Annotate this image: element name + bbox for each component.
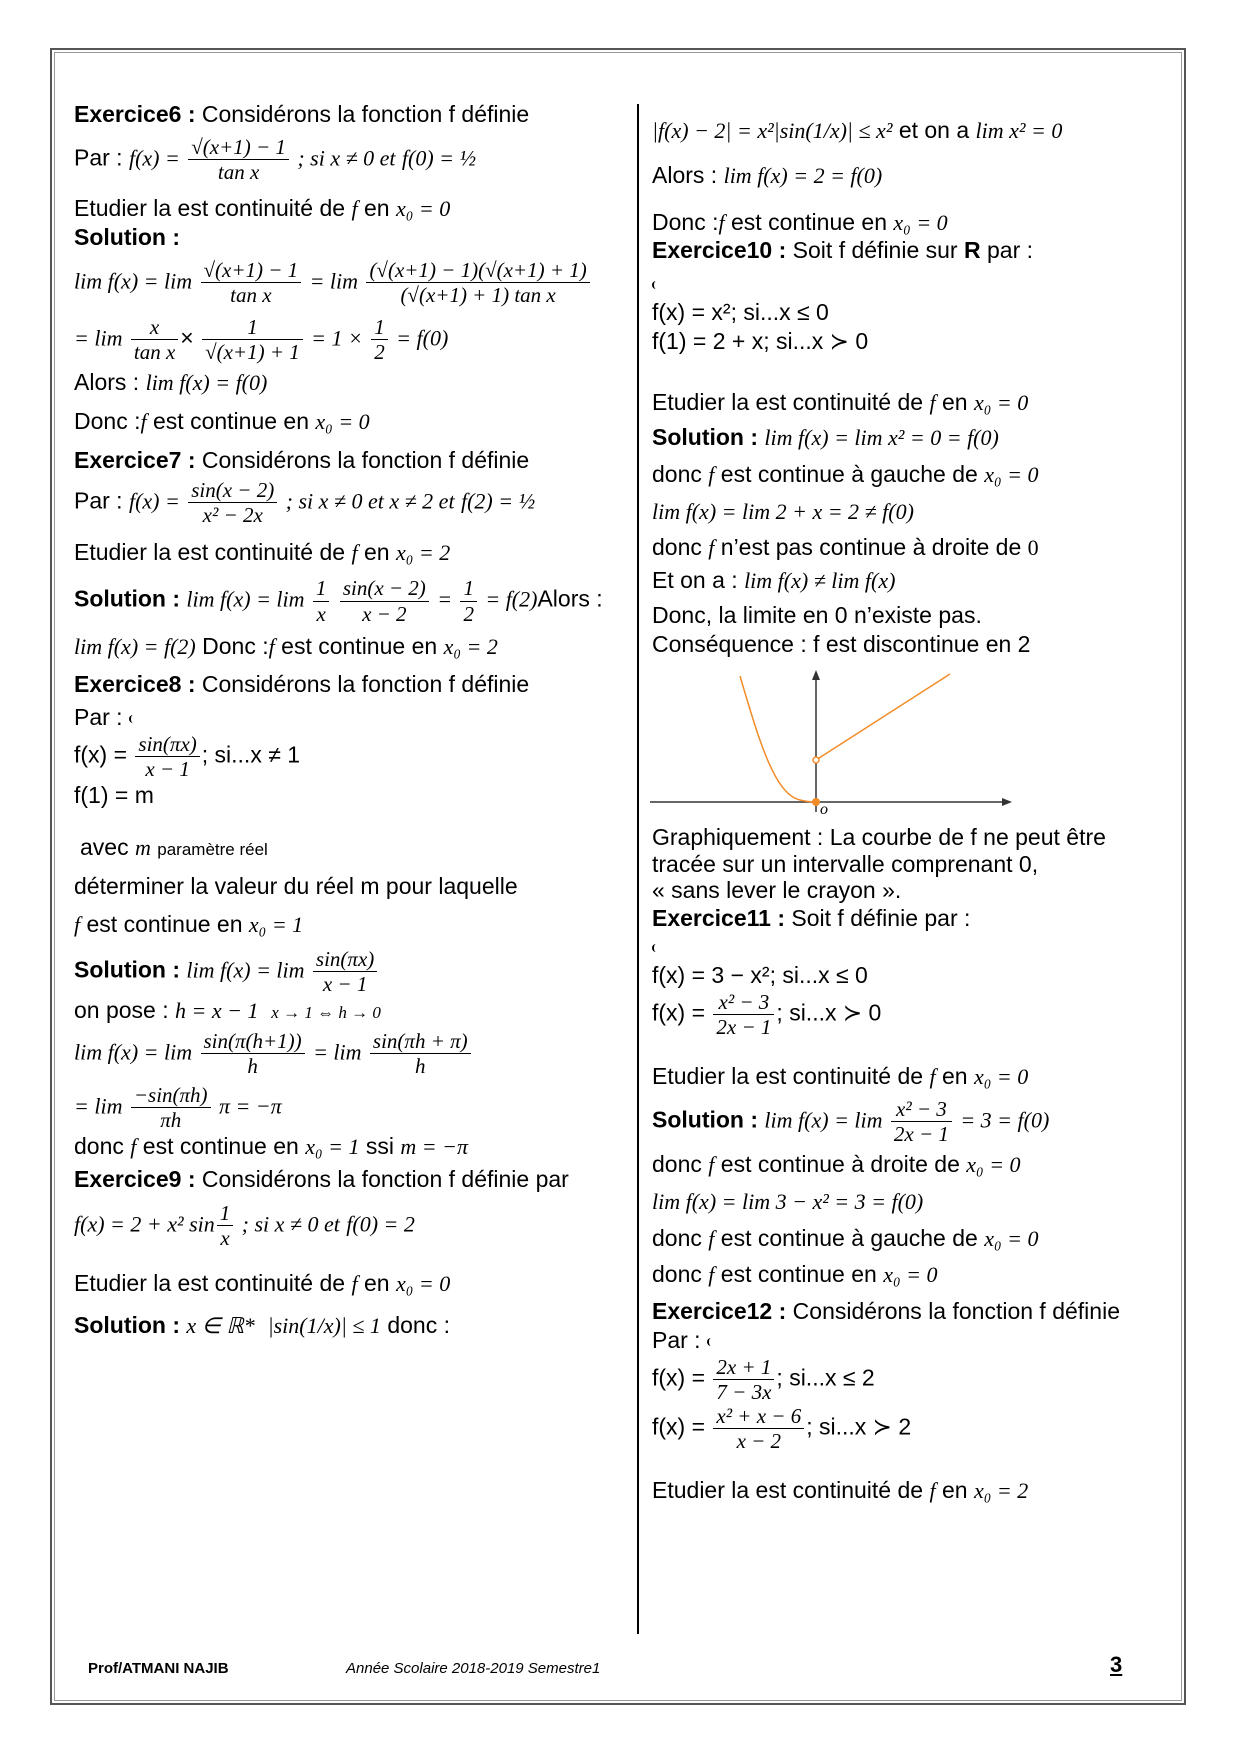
ex8-conclusion: donc f est continue en x₀ = 1 ssi m = −π [74,1132,468,1159]
ex7-conclusion: lim f(x) = f(2) Donc :f est continue en x₀ = 2 [74,632,498,659]
page-number: 3 [1110,1652,1123,1677]
ex6-solution-step1: lim f(x) = lim $\frac{√(x+1) - 1}{\text{tan x}}$ = lim $\frac{(√(x+1) - 1)(√(x+1) + 1)}{\text{(√(x+1) + 1) tan x}}$ [74,258,619,307]
graph-text-3: « sans lever le crayon ». [652,877,902,904]
ex11-right-continuity: donc f est continue à droite de x₀ = 0 [652,1151,1021,1178]
ex10-heading: Exercice10 : Soit f définie sur R par : [652,237,1034,264]
ex6-definition: Par : f(x) = $\frac{√(x+1) - 1}{\text{tan x}}$ ; si x ≠ 0 et f(0) = ½ [74,134,477,184]
ex12-question: Etudier la est continuité de f en x₀ = 2 [652,1477,1029,1504]
ex6-heading: Exercice6 : Considérons la fonction f définie [74,101,530,127]
ex10-solution: Solution : lim f(x) = lim x² = 0 = f(0) [652,424,999,450]
ex10-left-continuity: donc f est continue à gauche de x₀ = 0 [652,460,1039,487]
curve-left-branch [740,676,816,802]
ex11-conclusion: donc f est continue en x₀ = 0 [652,1261,938,1288]
left-column: Exercice6 : Considérons la fonction f définie Par : f(x) = $\frac{√(x+1) - 1}{\text{tan x}}$ ; si x ≠ 0 et f(0) = ½ Etudier la est continuité de f en x₀ = 0 Solution : lim f(x) = lim $\frac{√(x+1) - 1}{\text{tan x}}$ = lim $\frac{(√(x+1) - 1)(√(x+1) + 1)}{\text{(√(x+1) + 1) tan x}}$ = lim $\frac{x}{\text{tan x}}$ × $\frac{1}{√(x+1) + 1}$ = 1 × $\frac{1}{2}$ = f(0) Alors : lim f(x) = f(0) Donc :f est continue en x₀ = 0 Exercice7 : Considérons la fonction f définie Par : f(x) = $\frac{\sin(x - 2)}{\text{x² − 2x}}$ ; si x ≠ 0 et x ≠ 2 et f(2) = ½ Etudier la est continuité de f en x₀ = 2 Solution : lim f(x) = lim $\frac{1}{x}$ $\frac{\sin(x - 2)}{x - 2}$ = $\frac{1}{2}$ = f(2)Alors : lim f(x) = f(2) Donc :f est continue en x₀ = 2 Exercice8 : Considérons la fonction f définie Par : f(x) = $\frac{\sin(\pi x)}{x - 1}$ ; si...x ≠ 1 f(1) = m avec m paramètre réel déterminer la valeur du réel m pour laquelle f est continue en x₀ = 1 Solution : lim f(x) = lim $\frac{\sin(\pi x)}{x - 1}$ on pose : h = x − 1 x → 1 ⇔ h → 0 lim f(x) = lim $\frac{\sin(\pi(h+1))}{h}$ = lim $\frac{\sin(\pi h + \pi)}{h}$ = lim $\frac{-\sin(\pi h)}{\pi h}$ π = −π donc f est continue en x₀ = 1 ssi m = −π Exercice9 : Considérons la fonction f définie par f(x) = 2 + x² sin $\frac{1}{x}$ ; si x ≠ 0 et f(0) = 2 Etudier la est continuité de f en x₀ = 0 Solution : x ∈ ℝ* |sin(1/x)| ≤ 1 donc : [74,100,619,1340]
ex11-step2: lim f(x) = lim 3 − x² = 3 = f(0) [652,1188,924,1214]
ex11-definition [652,932,1172,961]
ex9-definition: f(x) = 2 + x² sin $\frac{1}{x}$ ; si x ≠ 0 et f(0) = 2 [74,1201,415,1251]
graph-text-1: Graphiquement : La courbe de f ne peut être [652,824,1106,851]
ex10-consequence: Conséquence : f est discontinue en 2 [652,630,1031,657]
ex12-heading: Exercice12 : Considérons la fonction f définie [652,1298,1120,1325]
ex11-solution: Solution : lim f(x) = lim $\frac{\text{x² − 3}}{2x - 1}$ = 3 = f(0) [652,1096,1050,1146]
ex8-definition: Par : [74,703,619,732]
footer-year: Année Scolaire 2018-2019 Semestre1 [346,1660,601,1677]
right-column: |f(x) − 2| = x²|sin(1/x)| ≤ x² et on a lim x² = 0 Alors : lim f(x) = 2 = f(0) Donc :f est continue en x₀ = 0 Exercice10 : Soit f définie sur R par : f(x) = x²; si...x ≤ 0 f(1) = 2 + x; si...x ≻ 0 Etudier la est continuité de f en x₀ = 0 Solution : lim f(x) = lim x² = 0 = f(0) donc f est continue à gauche de x₀ = 0 lim f(x) = lim 2 + x = 2 ≠ f(0) donc f n’est pas continue à droite de 0 Et on a : lim f(x) ≠ lim f(x) Donc, la limite en 0 n’existe pas. Conséquence : f est discontinue en 2 o Graphiquement : La courbe de f ne peut être tracée sur un intervalle comprenant 0, « sans lever le crayon ». Exercice11 : Soit f définie par : f(x) = 3 − x²; si...x ≤ 0 f(x) = $\frac{\text{x² − 3}}{2x - 1}$ ; si...x ≻ 0 Etudier la est continuité de f en x₀ = 0 Solution : lim f(x) = lim $\frac{\text{x² − 3}}{2x - 1}$ = 3 = f(0) donc f est continue à droite de x₀ = 0 lim f(x) = lim 3 − x² = 3 = f(0) donc f est continue à gauche de x₀ = 0 donc f est continue en x₀ = 0 Exercice12 : Considérons la fonction f définie Par : f(x) = $\frac{2x + 1}{7 - 3x}$ ; si...x ≤ 2 f(x) = $\frac{\text{x² + x − 6}}{x - 2}$ ; si...x ≻ 2 Etudier la est continuité de f en x₀ = 2 [652,100,1172,1505]
ex8-question: déterminer la valeur du réel m pour laquelle [74,872,518,899]
graph-text-2: tracée sur un intervalle comprenant 0, [652,850,1039,877]
ex8-param: avec m paramètre réel [80,833,268,860]
ex6-solution-step2: = lim $\frac{x}{\text{tan x}}$ × $\frac{1}{√(x+1) + 1}$ = 1 × $\frac{1}{2}$ = f(0) [74,314,449,364]
y-axis-arrow [812,670,820,680]
ex10-step3: Et on a : lim f(x) ≠ lim f(x) [652,567,896,593]
curve-right-branch [816,674,950,760]
open-point [813,757,819,763]
ex10-question: Etudier la est continuité de f en x₀ = 0 [652,389,1029,416]
ex9-heading: Exercice9 : Considérons la fonction f définie par [74,1165,569,1192]
discontinuity-graph [650,664,1020,814]
origin-label: o [820,801,828,815]
ex6-question: Etudier la est continuité de f en x₀ = 0 [74,195,451,222]
footer-author: Prof/ATMANI NAJIB [88,1660,229,1677]
ex6-conclusion: Donc :f est continue en x₀ = 0 [74,407,370,434]
point-f0 [812,798,820,806]
ex7-heading: Exercice7 : Considérons la fonction f définie [74,446,530,473]
ex10-step2: lim f(x) = lim 2 + x = 2 ≠ f(0) [652,498,914,524]
ex6-solution-label: Solution : [74,223,181,250]
ex9-solution: Solution : x ∈ ℝ* |sin(1/x)| ≤ 1 donc : [74,1312,450,1339]
ex9-question: Etudier la est continuité de f en x₀ = 0 [74,1269,451,1296]
ex9-conclusion: Donc :f est continue en x₀ = 0 [652,208,948,235]
ex10-right-discontinuity: donc f n’est pas continue à droite de 0 [652,534,1039,561]
ex11-question: Etudier la est continuité de f en x₀ = 0 [652,1063,1029,1090]
x-axis-arrow [1002,798,1012,806]
ex9-alors: Alors : lim f(x) = 2 = f(0) [652,161,883,188]
ex10-no-limit: Donc, la limite en 0 n’existe pas. [652,601,982,628]
ex12-definition: Par : [652,1326,1172,1355]
ex8-question-2: f est continue en x₀ = 1 [74,911,304,938]
ex10-definition [652,269,1172,298]
ex8-step2: lim f(x) = lim $\frac{\sin(\pi(h+1))}{h}$ = lim $\frac{\sin(\pi h + \pi)}{h}$ [74,1029,619,1078]
column-divider [637,104,639,1634]
ex8-heading: Exercice8 : Considérons la fonction f définie [74,671,530,698]
ex9-continuation: |f(x) − 2| = x²|sin(1/x)| ≤ x² et on a lim x² = 0 [652,117,1063,143]
ex6-alors: Alors : lim f(x) = f(0) [74,369,268,396]
ex8-solution: Solution : lim f(x) = lim $\frac{\sin(\pi x)}{x - 1}$ [74,947,619,996]
ex11-heading: Exercice11 : Soit f définie par : [652,904,971,931]
ex7-question: Etudier la est continuité de f en x₀ = 2 [74,538,451,565]
ex7-solution: Solution : lim f(x) = lim $\frac{1}{x}$ $\frac{\sin(x - 2)}{x - 2}$ = $\frac{1}{2}$ = f(2)Alors : [74,576,603,626]
ex7-definition: Par : f(x) = $\frac{\sin(x - 2)}{\text{x² − 2x}}$ ; si x ≠ 0 et x ≠ 2 et f(2) = ½ [74,478,536,528]
ex8-substitution: on pose : h = x − 1 x → 1 ⇔ h → 0 [74,997,381,1024]
ex8-step3: = lim $\frac{-\sin(\pi h)}{\pi h}$ π = −π [74,1082,282,1132]
ex11-left-continuity: donc f est continue à gauche de x₀ = 0 [652,1224,1039,1251]
